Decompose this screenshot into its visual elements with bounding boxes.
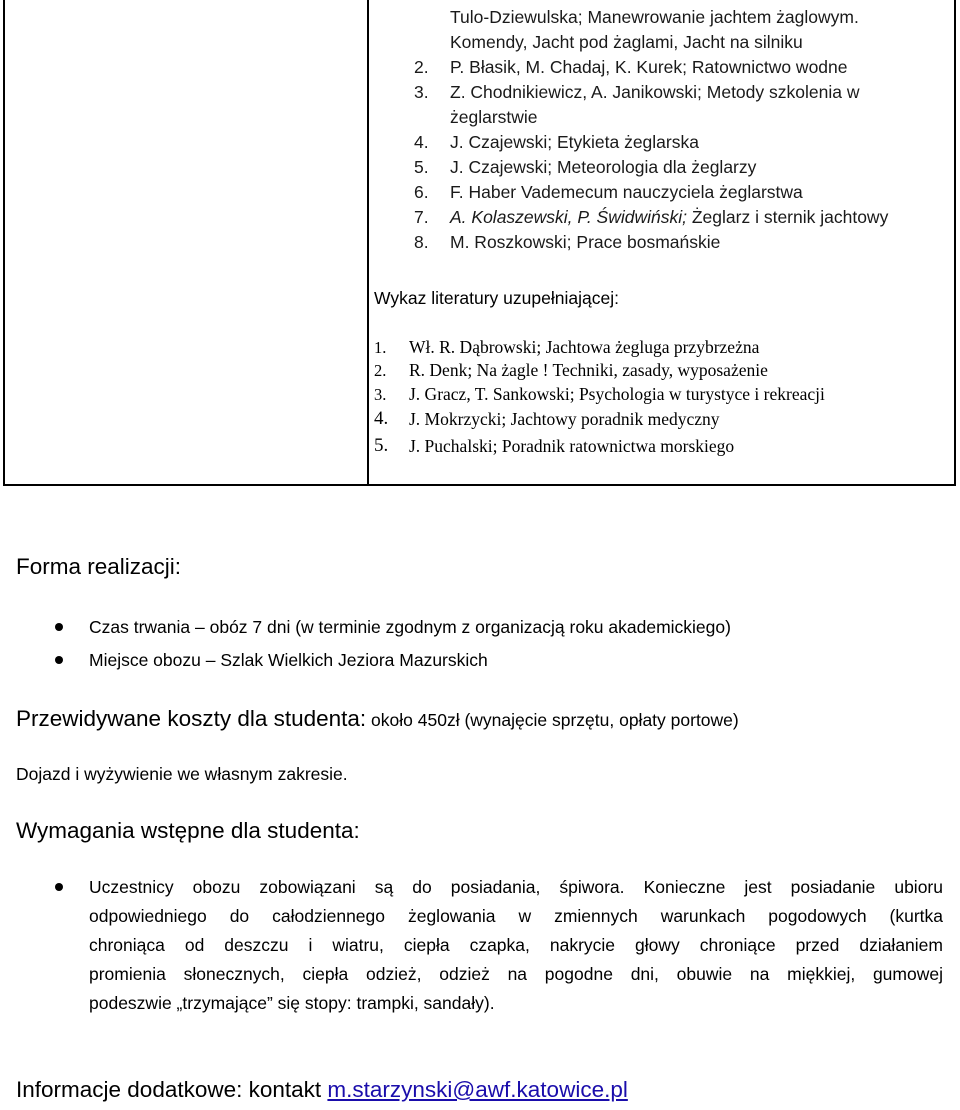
koszty-heading: Przewidywane koszty dla studenta: [16,706,367,731]
list-item [414,206,429,228]
list-item: Wł. R. Dąbrowski; Jachtowa żegluga przybrzeżna [409,337,760,357]
wymagania-text-line: chroniąca od deszczu i wiatru, ciepła czapka, nakrycie głowy chroniące przed działaniem [89,935,943,955]
koszty-line [16,705,739,734]
list-item: J. Puchalski; Poradnik ratownictwa morskiego [409,436,735,456]
list-item: Czas trwania – obóz 7 dni (w terminie zgodnym z organizacją roku akademickiego) [89,617,731,637]
wymagania-text-line: podeszwie „trzymające” się stopy: trampki, sandały). [89,993,495,1013]
list-item-text: M. Roszkowski; Prace bosmańskie [450,232,721,252]
wymagania-text-line: odpowiedniego do całodziennego żeglowania w zmiennych warunkach pogodowych (kurtka [89,906,943,926]
list-item-authors: A. Kolaszewski, P. Świdwiński; [450,207,687,227]
list-item [414,231,429,253]
literature-item-1-line-2: Komendy, Jacht pod żaglami, Jacht na silniku [450,32,803,52]
list-item: R. Denk; Na żagle ! Techniki, zasady, wyposażenie [409,360,768,380]
list-number: 8. [414,232,429,252]
bullet-icon [55,883,63,891]
list-item [414,181,429,203]
list-item-text: żeglarstwie [450,107,538,127]
list-item-title: Żeglarz i sternik jachtowy [687,207,889,227]
list-number: 5. [374,435,389,456]
list-item [414,81,429,103]
list-item: J. Gracz, T. Sankowski; Psychologia w turystyce i rekreacji [409,384,825,404]
list-number: 2. [414,57,429,77]
supplementary-literature-heading: Wykaz literatury uzupełniającej: [374,288,619,308]
list-item-text: Z. Chodnikiewicz, A. Janikowski; Metody szkolenia w [450,82,860,102]
koszty-value: około 450zł (wynajęcie sprzętu, opłaty portowe) [366,710,739,730]
list-number: 3. [374,385,387,404]
list-item-text: J. Czajewski; Etykieta żeglarska [450,132,699,152]
list-item: Miejsce obozu – Szlak Wielkich Jeziora Mazurskich [89,650,488,670]
informacje-heading: Informacje dodatkowe: kontakt [16,1077,328,1102]
table-left-cell [5,0,367,486]
bullet-icon [55,656,63,664]
list-number: 6. [414,182,429,202]
forma-realizacji-heading: Forma realizacji: [16,554,182,579]
wymagania-heading: Wymagania wstępne dla studenta: [16,818,360,843]
literature-item-1-line-1: Tulo-Dziewulska; Manewrowanie jachtem żaglowym. [450,7,859,27]
wymagania-text-line: promienia słonecznych, ciepła odzież, odzież na pogodne dni, obuwie na miękkiej, gumowej [89,964,943,984]
list-number: 1. [374,338,387,357]
table-column-divider [367,0,369,486]
list-item [414,131,429,153]
list-item-text: P. Błasik, M. Chadaj, K. Kurek; Ratownictwo wodne [450,57,848,77]
list-item-text: F. Haber Vademecum nauczyciela żeglarstwa [450,182,803,202]
koszty-note: Dojazd i wyżywienie we własnym zakresie. [16,764,348,784]
list-item-text: J. Czajewski; Meteorologia dla żeglarzy [450,157,757,177]
list-item-text [450,206,888,228]
list-number: 7. [414,207,429,227]
list-item: J. Mokrzycki; Jachtowy poradnik medyczny [409,409,720,429]
list-number: 5. [414,157,429,177]
list-number: 2. [374,361,387,380]
wymagania-text-line: Uczestnicy obozu zobowiązani są do posiadania, śpiwora. Konieczne jest posiadanie ubioru [89,877,943,897]
list-item [414,156,429,178]
contact-email-link[interactable]: m.starzynski@awf.katowice.pl [327,1077,628,1102]
list-number: 4. [414,132,429,152]
bullet-icon [55,623,63,631]
list-number: 3. [414,82,429,102]
informacje-line [16,1076,628,1104]
list-number: 4. [374,408,389,429]
list-item [414,56,429,78]
